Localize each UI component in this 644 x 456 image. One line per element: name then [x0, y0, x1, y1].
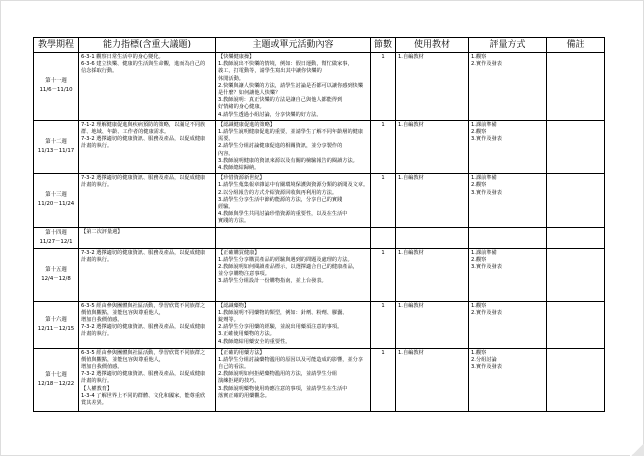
- cell-content-line: 1.教師說明不同藥物的類型，例如：針劑、粉劑、膠囊、: [218, 309, 348, 316]
- cell-content-line: 【快樂健康操】: [218, 54, 255, 60]
- cell-ability-line: 計畫的執行。: [81, 331, 113, 338]
- cell-assessment: [469, 248, 547, 301]
- table-row: [34, 301, 605, 348]
- cell-content-line: 落實正確的用藥觀念。: [218, 392, 270, 399]
- cell-sessions: [371, 301, 396, 348]
- cell-assessment-line: 1.觀察: [471, 302, 487, 309]
- cell-ability: [79, 53, 216, 121]
- cell-assessment-line: 3.實作及發表: [471, 364, 502, 371]
- cell-ability-line: 【人權教育】: [81, 385, 113, 392]
- cell-assessment-line: 2.觀察: [471, 182, 487, 189]
- cell-content: [216, 301, 371, 348]
- cell-material: [396, 248, 469, 301]
- cell-ability: [79, 248, 216, 301]
- curriculum-plan-table-wrapper: [33, 37, 604, 412]
- cell-sessions: [371, 227, 396, 248]
- cell-content-line: 3.請學生分組設計一份購物指南，並上台發表。: [218, 278, 327, 285]
- cell-note: [547, 53, 605, 121]
- cell-ability-line: 群、地域、年齡、工作者的健康需求。: [81, 129, 170, 136]
- cell-content-line: 內容。: [218, 150, 234, 157]
- cell-sessions: [371, 248, 396, 301]
- cell-note: [547, 348, 605, 411]
- cell-ability-line: 計畫的執行。: [81, 378, 113, 385]
- header-row: [34, 38, 605, 53]
- cell-content-line: 4.請學生透過小組討論，分享快樂的好方法。: [218, 111, 322, 118]
- cell-content-line: 【正確的用藥方法】: [218, 349, 265, 356]
- cell-period-line: 第十二週: [45, 139, 67, 146]
- cell-ability-line: 增加自我價值感。: [81, 317, 123, 324]
- cell-material: [396, 174, 469, 227]
- cell-period-line: 第十七週: [45, 371, 67, 378]
- cell-period-line: 第十一週: [45, 78, 67, 85]
- cell-sessions-value: 1: [381, 175, 385, 182]
- cell-ability-line: 7-3-2 選擇適切的健康資訊、服務及產品，以促成健康: [81, 371, 206, 378]
- cell-note: [547, 120, 605, 173]
- cell-ability-line: 7-1-2 理解健康促進與疾病預防的策略，以滿足不同族: [81, 121, 206, 128]
- header-note: 備註: [547, 38, 605, 53]
- cell-content: [216, 248, 371, 301]
- cell-assessment: [469, 53, 547, 121]
- cell-assessment: [469, 120, 547, 173]
- cell-period-line: 第十五週: [45, 266, 67, 273]
- cell-assessment-line: 2.觀察: [471, 129, 487, 136]
- cell-ability-line: 6-3-5 經由參與團體與社區活動，學習欣賞不同族群之: [81, 302, 206, 309]
- cell-content-line: 3.教師說明健康的資訊來源以及有關的檢驗報告的閱讀方法。: [218, 157, 358, 164]
- cell-assessment: [469, 174, 547, 227]
- cell-material: [396, 348, 469, 411]
- cell-content-line: 實踐的方法。: [218, 218, 250, 225]
- cell-note: [547, 301, 605, 348]
- cell-sessions: [371, 120, 396, 173]
- cell-content-line: 4.教師總結歸納。: [218, 165, 260, 172]
- header-assessment: 評量方式: [469, 38, 547, 53]
- cell-content-line: 【認識藥物】: [218, 302, 250, 309]
- cell-period: [34, 301, 79, 348]
- cell-sessions-value: 1: [381, 302, 385, 309]
- cell-content-line: 休閒活動。: [218, 75, 244, 82]
- cell-ability-line: 7-3-2 選擇適切的健康資訊、服務及產品，以促成健康: [81, 324, 206, 331]
- cell-period-line: 12/11－12/15: [37, 325, 75, 332]
- cell-assessment-line: 2.實作及發表: [471, 61, 502, 68]
- cell-ability-line: 計畫的執行。: [81, 182, 113, 189]
- cell-assessment-line: 2.分組討論: [471, 356, 497, 363]
- curriculum-plan-table: [33, 37, 605, 412]
- cell-ability-line: 計畫的執行。: [81, 143, 113, 150]
- cell-ability-line: 6-3-6 建立快樂、健康的生活與生命觀，進而為自己的: [81, 61, 206, 68]
- cell-note: [547, 174, 605, 227]
- cell-content-line: 自己的看法。: [218, 364, 250, 371]
- cell-ability-line: 價值與觀點，並能包容與尊重他人，: [81, 356, 165, 363]
- cell-sessions: [371, 53, 396, 121]
- cell-ability-line: 信念採取行動。: [81, 68, 118, 75]
- cell-content-line: 1.請學生分享購買產品的經驗與遇到的問題及處理的方法。: [218, 256, 353, 263]
- cell-ability: [79, 227, 216, 248]
- cell-ability: [79, 174, 216, 227]
- cell-material-line: 1.自編教材: [398, 349, 424, 356]
- cell-ability-line: 6-3-5 經由參與團體與社區活動，學習欣賞不同族群之: [81, 349, 206, 356]
- cell-content-line: 【正確購買健康】: [218, 249, 260, 256]
- cell-ability-line: 6-3-1 觀察日常生活中的身心變化。: [81, 54, 164, 60]
- cell-material-line: 1.自編教材: [398, 54, 424, 60]
- cell-content-line: 4.教師與學生共同討論珍惜資源的重要性，以及在生活中: [218, 211, 348, 218]
- cell-ability-line: 價值與觀點，並能包容與尊重他人，: [81, 309, 165, 316]
- cell-material-line: 1.自編教材: [398, 121, 424, 128]
- cell-assessment-line: 2.實作及發表: [471, 309, 502, 316]
- cell-period: [34, 53, 79, 121]
- cell-content: [216, 174, 371, 227]
- cell-note: [547, 227, 605, 248]
- cell-content-line: 3.正確使用藥物的方法。: [218, 331, 275, 338]
- cell-content-line: 2.請學生分組討論健康促進的相關資訊，並分享製作的: [218, 143, 343, 150]
- cell-content-line: 好情緒的身心健康。: [218, 104, 265, 111]
- cell-material: [396, 301, 469, 348]
- cell-content-line: 1.請學生說明健康促進的重要，並請學生了解不同年齡層的健康: [218, 129, 364, 136]
- table-row: [34, 53, 605, 121]
- cell-ability: [79, 120, 216, 173]
- cell-content-line: 【珍惜資源新世紀】: [218, 175, 265, 182]
- cell-assessment-line: 1.課前準備: [471, 121, 497, 128]
- cell-period-line: 12/4－12/8: [41, 275, 71, 282]
- cell-period-line: 12/18－12/22: [37, 380, 75, 387]
- cell-sessions: [371, 348, 396, 411]
- header-material: 使用教材: [396, 38, 469, 53]
- cell-period: [34, 174, 79, 227]
- cell-content-line: 1.請學生蒐集報章雜誌中有關環境保護與資源分類的新聞及文章。: [218, 182, 369, 189]
- cell-assessment-line: 3.實作及發表: [471, 136, 502, 143]
- cell-ability-line: 7-3-2 選擇適切的健康資訊、服務及產品，以促成健康: [81, 175, 206, 182]
- cell-ability-line: 計畫的執行。: [81, 256, 113, 263]
- header-ability: 能力指標(含重大議題): [79, 38, 216, 53]
- cell-content: [216, 120, 371, 173]
- cell-content: [216, 53, 371, 121]
- cell-content-line: 3.請學生分享生活中節約能源的方法，分享自己的實踐: [218, 196, 343, 203]
- cell-assessment: [469, 227, 547, 248]
- cell-ability-line: 7-3-2 選擇適切的健康資訊、服務及產品，以促成健康: [81, 249, 206, 256]
- header-period: 教學期程: [34, 38, 79, 53]
- cell-ability-line: 賞其差異。: [81, 400, 107, 407]
- cell-ability-line: 7-3-2 選擇適切的健康資訊、服務及產品，以促成健康: [81, 136, 206, 143]
- cell-material: [396, 227, 469, 248]
- table-row: [34, 174, 605, 227]
- cell-assessment-line: 3.實作及發表: [471, 189, 502, 196]
- cell-content-line: 3.教師說明：真正快樂的方法是讓自己與他人都能得到: [218, 97, 343, 104]
- cell-sessions-value: 1: [381, 349, 385, 356]
- header-sessions: 節數: [371, 38, 396, 53]
- cell-ability-line: 增加自我價值感。: [81, 364, 123, 371]
- cell-assessment-line: 2.觀察: [471, 256, 487, 263]
- cell-period-line: 第十四週: [45, 229, 67, 236]
- cell-assessment-line: 3.實作及發表: [471, 264, 502, 271]
- cell-ability-line: 1-3-4 了解世界上不同的群體、文化和國家，能尊重欣: [81, 392, 206, 399]
- header-content: 主題或單元活動內容: [216, 38, 371, 53]
- table-row: [34, 227, 605, 248]
- cell-content-line: 2.請學生分享用藥的經驗，並說出用藥須注意的事項。: [218, 324, 343, 331]
- table-row: [34, 248, 605, 301]
- cell-sessions: [371, 174, 396, 227]
- cell-material-line: 1.自編教材: [398, 175, 424, 182]
- cell-assessment-line: 1.觀察: [471, 54, 487, 60]
- cell-assessment: [469, 348, 547, 411]
- cell-content: [216, 348, 371, 411]
- cell-period-line: 11/13－11/17: [37, 148, 75, 155]
- cell-content-line: 需要。: [218, 136, 234, 143]
- cell-ability: [79, 348, 216, 411]
- page-corner-shadow: [630, 444, 644, 456]
- cell-period-line: 11/6－11/10: [39, 87, 73, 94]
- cell-content-line: 演練拒絕的技巧。: [218, 378, 260, 385]
- cell-content-line: 2.快樂與讓人快樂的方法，請學生討論是否都可以讓你感到快樂: [218, 82, 364, 89]
- cell-content-line: 4.教師總結用藥安全的重要性。: [218, 338, 291, 345]
- cell-assessment-line: 1.課前準備: [471, 175, 497, 182]
- cell-content-line: 【認識健康促進的策略】: [218, 121, 276, 128]
- cell-content-line: 義工，打電動等，請學生寫出其中讓你快樂的: [218, 68, 322, 75]
- cell-content-line: 2.教師說明如何閱讀產品標示，以選擇適合自己的健康產品，: [218, 264, 358, 271]
- cell-material: [396, 53, 469, 121]
- cell-note: [547, 248, 605, 301]
- cell-material: [396, 120, 469, 173]
- cell-content-line: 經驗。: [218, 204, 234, 211]
- cell-period-line: 11/20－11/24: [37, 201, 75, 208]
- cell-assessment: [469, 301, 547, 348]
- cell-period: [34, 348, 79, 411]
- cell-sessions-value: 1: [381, 121, 385, 128]
- cell-sessions-value: 1: [381, 249, 385, 256]
- cell-ability: [79, 301, 216, 348]
- cell-period: [34, 248, 79, 301]
- cell-ability-line: 【第二次評量週】: [81, 228, 123, 235]
- cell-content-line: 2.教師說明如何拒絕藥物濫用的方法，並請學生分組: [218, 371, 338, 378]
- cell-content: [216, 227, 371, 248]
- cell-content-line: 並分享購物注意事項。: [218, 271, 270, 278]
- cell-material-line: 1.自編教材: [398, 302, 424, 309]
- cell-period: [34, 227, 79, 248]
- cell-period: [34, 120, 79, 173]
- cell-content-line: 2.以分組報告的方式介紹資源回收與再利用的方法。: [218, 189, 338, 196]
- cell-material-line: 1.自編教材: [398, 249, 424, 256]
- cell-period-line: 11/27－12/1: [39, 238, 73, 245]
- cell-content-line: 1.教師說出不快樂的情境，例如：假日運動，幫忙做家事，: [218, 61, 353, 68]
- cell-assessment-line: 1.觀察: [471, 349, 487, 356]
- table-row: [34, 120, 605, 173]
- table-row: [34, 348, 605, 411]
- cell-content-line: 3.教師說明藥物使用時應注意的事項，並請學生在生活中: [218, 385, 348, 392]
- cell-content-line: 1.請學生分組討論藥物濫用的原因以及可能造成的影響，並分享: [218, 356, 364, 363]
- cell-content-line: 是什麼？如何讓他人快樂？: [218, 90, 281, 97]
- cell-sessions-value: 1: [381, 54, 385, 60]
- cell-period-line: 第十三週: [45, 192, 67, 199]
- cell-period-line: 第十六週: [45, 316, 67, 323]
- cell-assessment-line: 1.課前準備: [471, 249, 497, 256]
- cell-content-line: 錠劑等。: [218, 317, 239, 324]
